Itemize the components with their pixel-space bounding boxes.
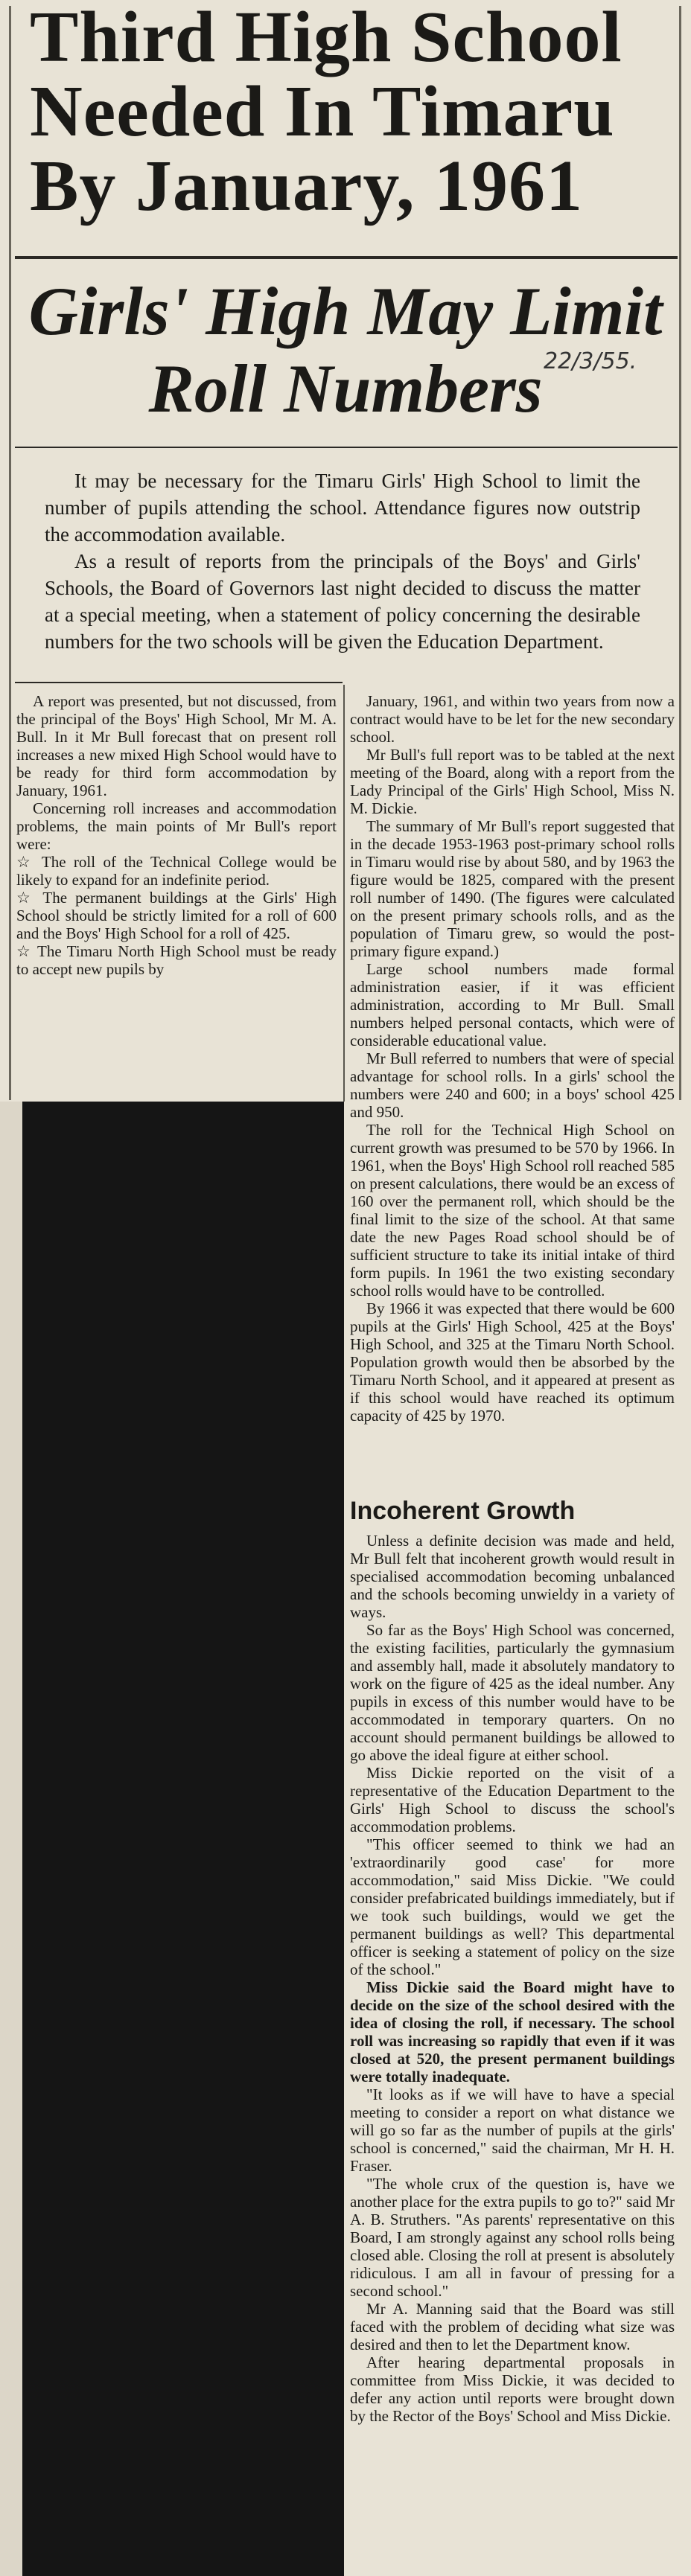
subheadline-rule — [15, 447, 678, 448]
headline-line-2: Needed In Timaru — [30, 71, 615, 152]
column-c-paragraph: Mr A. Manning said that the Board was still faced with the problem of deciding what size was desired and then to let the Department know. — [350, 2300, 675, 2353]
crosshead-incoherent-growth: Incoherent Growth — [350, 1497, 576, 1525]
column-b-paragraph: By 1966 it was expected that there would be 600 pupils at the Girls' High School, 425 at the Boys' High School, and 325 at the Timaru North School. Population growth would then be absorbed by the Timaru North School, and it appeared at present as if this school would have reached its optimum capacity of 425 by 1970. — [350, 1300, 675, 1425]
intro-paragraph: It may be necessary for the Timaru Girls' High School to limit the number of pupils attending the school. Attendance figures now outstrip the accommodation available. — [45, 470, 640, 546]
column-a-top-rule — [15, 682, 343, 683]
column-c-paragraph: "It looks as if we will have to have a special meeting to consider a report on what distance we will go so far as the number of pupils at the girls' school is concerned," said the chairman, Mr H. H. Fraser. — [350, 2086, 675, 2175]
headline-rule — [15, 256, 678, 259]
clipping-left-edge — [0, 1102, 22, 2576]
headline-line-1: Third High School — [30, 0, 622, 77]
column-b-paragraph: Mr Bull's full report was to be tabled at the next meeting of the Board, along with a report from the Lady Principal of the Girls' High School, Miss N. M. Dickie. — [350, 746, 675, 817]
headline-line-3: By January, 1961 — [30, 146, 583, 226]
column-b-paragraph: The roll for the Technical High School on current growth was presumed to be 570 by 1966. In 1961, when the Boys' High School roll reached 585 on present calculations, there would be an excess of 160 over the permanent roll, which should be the final limit to the size of the school. At that same date the new Pages Road school should be of sufficient structure to take its initial intake of third form pupils. In 1961 the two existing secondary school rolls would have to be controlled. — [350, 1121, 675, 1300]
column-b-paragraph: Large school numbers made formal administration easier, if it was efficient administration, according to Mr Bull. Small numbers helped personal contacts, which were of considerable educational value. — [350, 960, 675, 1049]
column-a-bullet: ☆ The Timaru North High School must be ready to accept new pupils by — [16, 942, 337, 978]
column-a-bullet: ☆ The permanent buildings at the Girls' High School should be strictly limited for a roll of 600 and the Boys' High School for a roll of 425. — [16, 889, 337, 942]
column-c-paragraph: After hearing departmental proposals in committee from Miss Dickie, it was decided to defer any action until reports were brought down by the Rector of the Boys' School and Miss Dickie. — [350, 2353, 675, 2425]
column-c-paragraph: Miss Dickie reported on the visit of a representative of the Education Department to the Girls' High School to discuss the school's accommodation problems. — [350, 1764, 675, 1835]
handwritten-date: 22/3/55. — [544, 348, 637, 374]
column-divider — [343, 685, 345, 1102]
clipping-border-left — [9, 6, 11, 1100]
intro-paragraphs — [45, 467, 640, 655]
column-a-bullet: ☆ The roll of the Technical College would be likely to expand for an indefinite period. — [16, 853, 337, 889]
column-b — [350, 692, 675, 1425]
column-b-paragraph: January, 1961, and within two years from now a contract would have to be let for the new secondary school. — [350, 692, 675, 746]
column-c-paragraph: "This officer seemed to think we had an 'extraordinarily good case' for more accommodation," said Miss Dickie. "We could consider prefabricated buildings immediately, but if we took such buildings, would we get the permanent buildings as well? This departmental officer is seeking a statement of policy on the size of the school." — [350, 1835, 675, 1978]
intro-paragraph: As a result of reports from the principals of the Boys' and Girls' Schools, the Board of Governors last night decided to discuss the matter at a special meeting, when a statement of policy concerning the desirable numbers for the two schools will be given the Education Department. — [45, 550, 640, 653]
column-c-paragraph: Unless a definite decision was made and held, Mr Bull felt that incoherent growth would result in specialised accommodation becoming unbalanced and the schools becoming unwieldy in a variety of ways. — [350, 1532, 675, 1621]
subheadline-line-2: Roll Numbers — [148, 351, 543, 426]
column-c-paragraph: "The whole crux of the question is, have we another place for the extra pupils to go to?" said Mr A. B. Struthers. "As parents' representative on this Board, I am strongly against any school rolls being closed able. Closing the roll at present is absolutely ridiculous. I am all in favour of pressing for a second school." — [350, 2175, 675, 2300]
column-c — [350, 1496, 675, 2425]
column-c-bold-paragraph: Miss Dickie said the Board might have to decide on the size of the school desired with the idea of closing the roll, if necessary. The school roll was increasing so rapidly that even if it was closed at 520, the present permanent buildings were totally inadequate. — [350, 1978, 675, 2086]
main-headline — [30, 0, 670, 226]
column-b-paragraph: Mr Bull referred to numbers that were of special advantage for school rolls. In a girls' school the numbers were 240 and 600; in a boys' school 425 and 950. — [350, 1049, 675, 1121]
column-a — [16, 692, 337, 978]
column-a-paragraph: A report was presented, but not discussed, from the principal of the Boys' High School, Mr M. A. Bull. In it Mr Bull forecast that on present roll increases a new mixed High School would have to be ready for third form accommodation by January, 1961. — [16, 692, 337, 799]
subheadline-line-1: Girls' High May Limit — [28, 273, 663, 349]
column-c-paragraph: So far as the Boys' High School was concerned, the existing facilities, particularly the gymnasium and assembly hall, made it absolutely mandatory to work on the figure of 425 as the ideal number. Any pupils in excess of this number would have to be accommodated in temporary quarters. On no account should permanent buildings be allowed to go above the ideal figure at either school. — [350, 1621, 675, 1764]
column-b-paragraph: The summary of Mr Bull's report suggested that in the decade 1953-1963 post-primary school rolls in Timaru would rise by about 580, and by 1963 the figure would be 1825, compared with the present roll number of 1490. (The figures were calculated on the present primary schools rolls, and as the population of Timaru grew, so would the post-primary figure expand.) — [350, 817, 675, 960]
dark-background — [22, 1102, 344, 2576]
column-a-paragraph: Concerning roll increases and accommodation problems, the main points of Mr Bull's report were: — [16, 799, 337, 853]
clipping-border-right — [679, 6, 681, 1100]
